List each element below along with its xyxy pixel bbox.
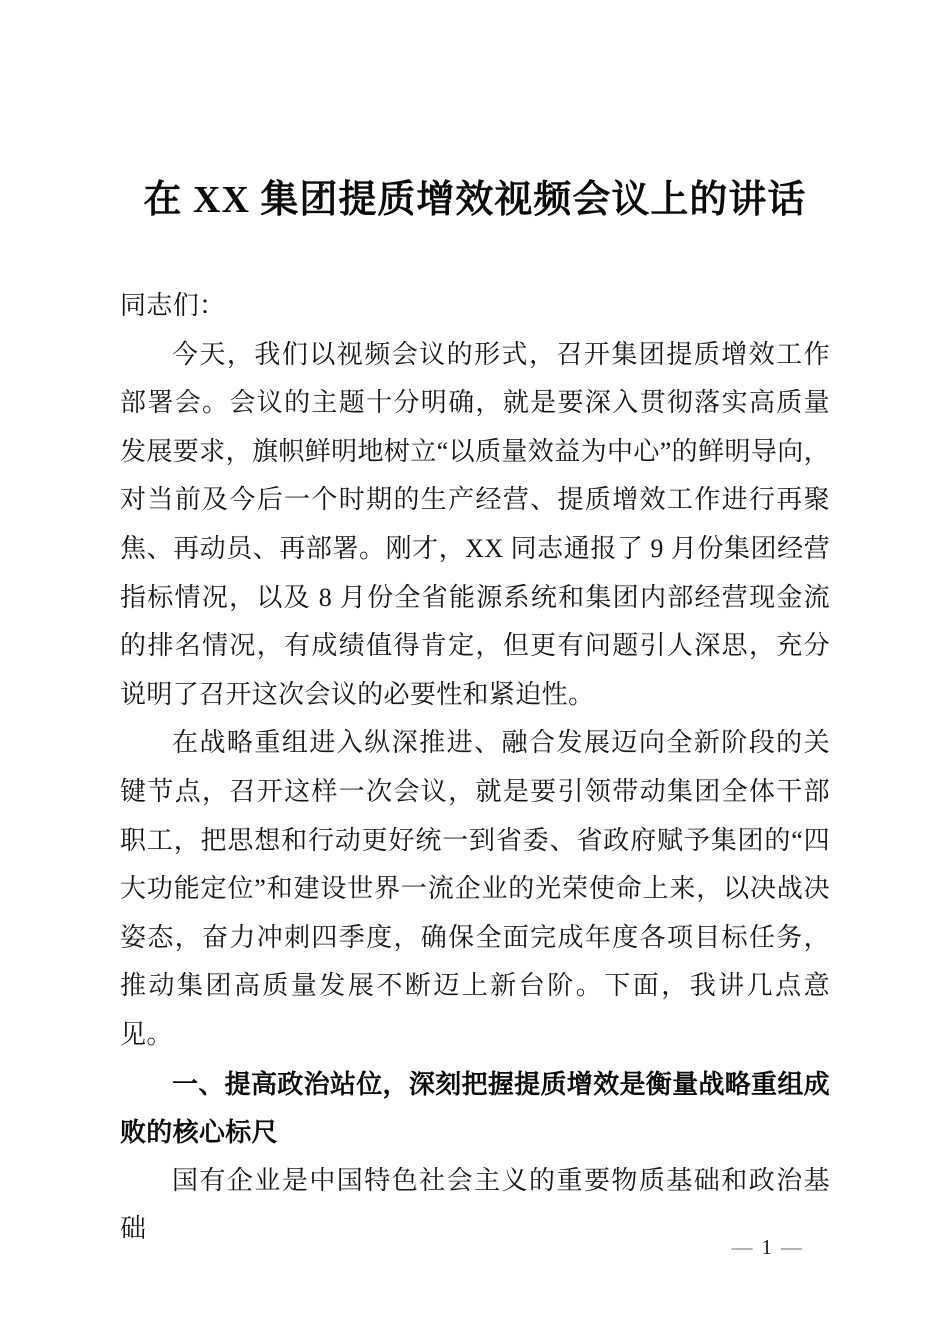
document-body [120,282,830,1254]
page-number-dash-left: — [731,1235,753,1259]
page-number [732,1235,803,1259]
paragraph-1: 今天，我们以视频会议的形式，召开集团提质增效工作部署会。会议的主题十分明确，就是要深入贯彻落实高质量发展要求，旗帜鲜明地树立“以质量效益为中心”的鲜明导向，对当前及今后一个时期的生产经营、提质增效工作进行再聚焦、再动员、再部署。刚才，XX 同志通报了 9 月份集团经营指标情况，以及 8 月份全省能源系统和集团内部经营现金流的排名情况，有成绩值得肯定，但更有问题引人深思，充分说明了召开这次会议的必要性和紧迫性。 [120,339,830,709]
section-heading-1: 一、提高政治站位，深刻把握提质增效是衡量战略重组成败的核心标尺 [120,1068,830,1148]
paragraph-3: 国有企业是中国特色社会主义的重要物质基础和政治基础 [120,1165,830,1244]
document-title: 在 XX 集团提质增效视频会议上的讲话 [143,179,807,221]
paragraph-2: 在战略重组进入纵深推进、融合发展迈向全新阶段的关键节点，召开这样一次会议，就是要引领带动集团全体干部职工，把思想和行动更好统一到省委、省政府赋予集团的“四大功能定位”和建设世界一流企业的光荣使命上来，以决战决姿态，奋力冲刺四季度，确保全面完成年度各项目标任务，推动集团高质量发展不断迈上新台阶。下面，我讲几点意见。 [120,728,830,1049]
salutation: 同志们： [120,291,226,320]
page-number-dash-right: — [781,1235,802,1259]
page-number-value: 1 [761,1235,772,1259]
